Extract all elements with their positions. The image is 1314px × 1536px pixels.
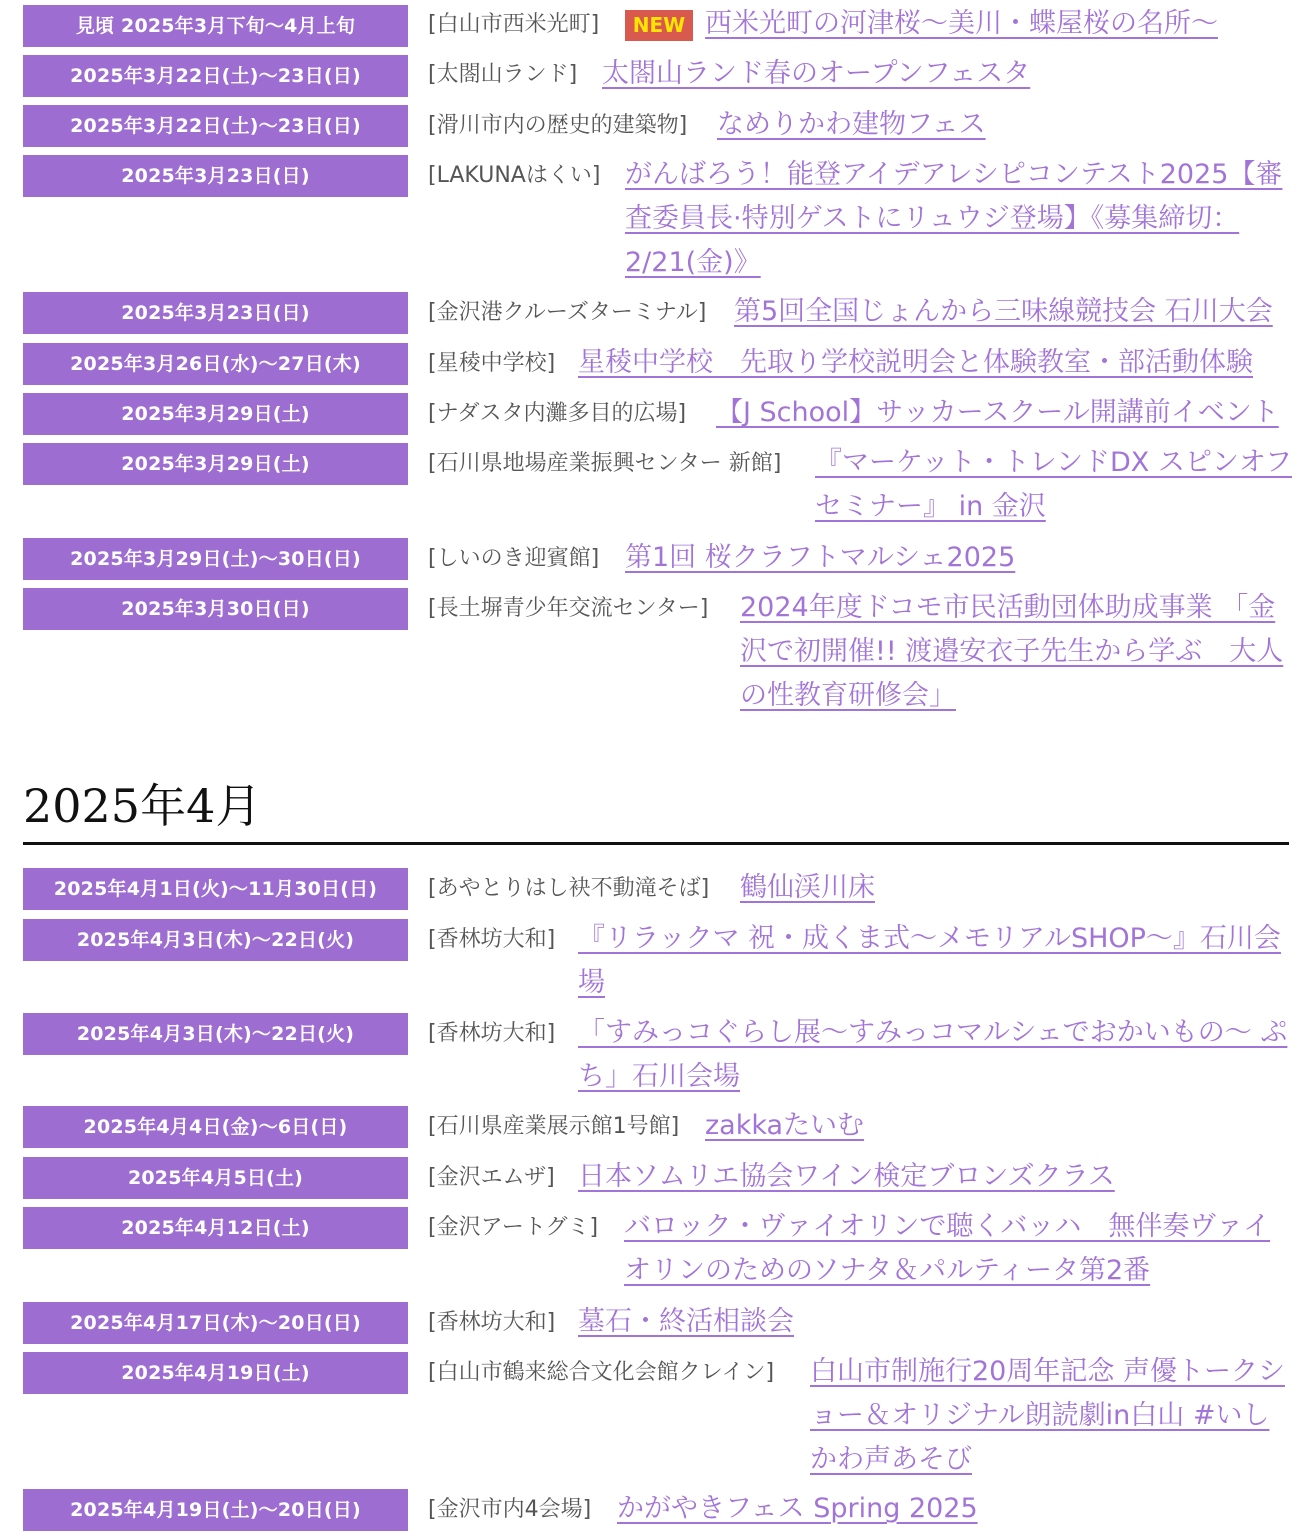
event-venue: [白山市西米光町]: [428, 12, 600, 37]
event-date: 2025年3月29日(土): [23, 443, 408, 485]
event-link[interactable]: 墓石・終活相談会: [578, 1306, 794, 1337]
event-link[interactable]: 【J School】サッカースクール開講前イベント: [716, 397, 1279, 428]
event-date: 2025年4月19日(土)〜20日(日): [23, 1489, 408, 1531]
event-link[interactable]: zakkaたいむ: [705, 1110, 865, 1141]
event-link[interactable]: 日本ソムリエ協会ワイン検定ブロンズクラス: [578, 1161, 1115, 1192]
event-link[interactable]: 2024年度ドコモ市民活動団体助成事業 「金沢で初開催!! 渡邉安衣子先生から学ぶ 大人の性教育研修会」: [740, 592, 1284, 711]
event-link[interactable]: 「すみっコぐらし展〜すみっコマルシェでおかいもの〜 ぷち」石川会場: [578, 1017, 1288, 1092]
month-heading: 2025年4月: [23, 779, 262, 833]
event-date: 2025年3月29日(土)〜30日(日): [23, 538, 408, 580]
event-date: 2025年3月22日(土)〜23日(日): [23, 105, 408, 147]
event-date: 2025年4月12日(土): [23, 1207, 408, 1249]
event-link[interactable]: 太閤山ランド春のオープンフェスタ: [602, 58, 1031, 89]
event-date: 2025年3月29日(土): [23, 393, 408, 435]
event-date: 2025年3月22日(土)〜23日(日): [23, 55, 408, 97]
event-link[interactable]: 鶴仙渓川床: [740, 872, 875, 903]
event-link[interactable]: かがやきフェス Spring 2025: [617, 1493, 978, 1524]
event-venue: [香林坊大和]: [428, 1021, 556, 1046]
event-venue: [香林坊大和]: [428, 1310, 556, 1335]
event-date: 2025年4月17日(木)〜20日(日): [23, 1302, 408, 1344]
event-date: 2025年4月1日(火)〜11月30日(日): [23, 868, 408, 910]
event-link[interactable]: なめりかわ建物フェス: [717, 109, 986, 140]
event-link[interactable]: がんばろう！能登アイデアレシピコンテスト2025【審査委員長·特別ゲストにリュウジ登場】《募集締切：2/21(金)》: [625, 159, 1283, 278]
event-venue: [しいのき迎賓館]: [428, 546, 600, 571]
event-venue: [長土塀青少年交流センター]: [428, 596, 709, 621]
event-venue: [金沢市内4会場]: [428, 1497, 592, 1522]
event-venue: [星稜中学校]: [428, 351, 556, 376]
event-date: 2025年4月19日(土): [23, 1352, 408, 1394]
event-venue: [滑川市内の歴史的建築物]: [428, 113, 688, 138]
event-date: 見頃 2025年3月下旬〜4月上旬: [23, 5, 408, 47]
event-date: 2025年3月23日(日): [23, 155, 408, 197]
event-link[interactable]: 西米光町の河津桜〜美川・蝶屋桜の名所〜: [705, 8, 1218, 39]
event-link[interactable]: 星稜中学校 先取り学校説明会と体験教室・部活動体験: [578, 347, 1253, 378]
event-venue: [石川県産業展示館1号館]: [428, 1114, 680, 1139]
new-badge: NEW: [625, 10, 693, 41]
event-link[interactable]: 白山市制施行20周年記念 声優トークショー＆オリジナル朗読劇in白山 #いしかわ声あそび: [810, 1356, 1285, 1475]
event-venue: [金沢エムザ]: [428, 1165, 555, 1190]
event-date: 2025年4月3日(木)〜22日(火): [23, 919, 408, 961]
event-date: 2025年3月23日(日): [23, 292, 408, 334]
event-venue: [ナダスタ内灘多目的広場]: [428, 401, 687, 426]
event-venue: [石川県地場産業振興センター 新館]: [428, 451, 782, 476]
event-venue: [あやとりはし袂不動滝そば]: [428, 876, 710, 901]
event-venue: [金沢港クルーズターミナル]: [428, 300, 707, 325]
event-venue: [白山市鶴来総合文化会館クレイン]: [428, 1360, 775, 1385]
event-date: 2025年4月4日(金)〜6日(日): [23, 1106, 408, 1148]
event-link[interactable]: 『リラックマ 祝・成くま式〜メモリアルSHOP〜』石川会場: [578, 923, 1281, 998]
event-venue: [LAKUNAはくい]: [428, 163, 601, 188]
event-link[interactable]: 第5回全国じょんから三味線競技会 石川大会: [734, 296, 1273, 327]
event-date: 2025年3月26日(水)〜27日(木): [23, 343, 408, 385]
event-venue: [太閤山ランド]: [428, 62, 578, 87]
heading-divider: [23, 842, 1289, 845]
event-link[interactable]: 『マーケット・トレンドDX スピンオフセミナー』 in 金沢: [815, 447, 1293, 522]
event-link[interactable]: 第1回 桜クラフトマルシェ2025: [625, 542, 1016, 573]
event-link[interactable]: バロック・ヴァイオリンで聴くバッハ 無伴奏ヴァイオリンのためのソナタ＆パルティータ第2番: [624, 1211, 1271, 1286]
event-venue: [金沢アートグミ]: [428, 1215, 599, 1240]
event-date: 2025年3月30日(日): [23, 588, 408, 630]
event-venue: [香林坊大和]: [428, 927, 556, 952]
event-date: 2025年4月3日(木)〜22日(火): [23, 1013, 408, 1055]
event-date: 2025年4月5日(土): [23, 1157, 408, 1199]
